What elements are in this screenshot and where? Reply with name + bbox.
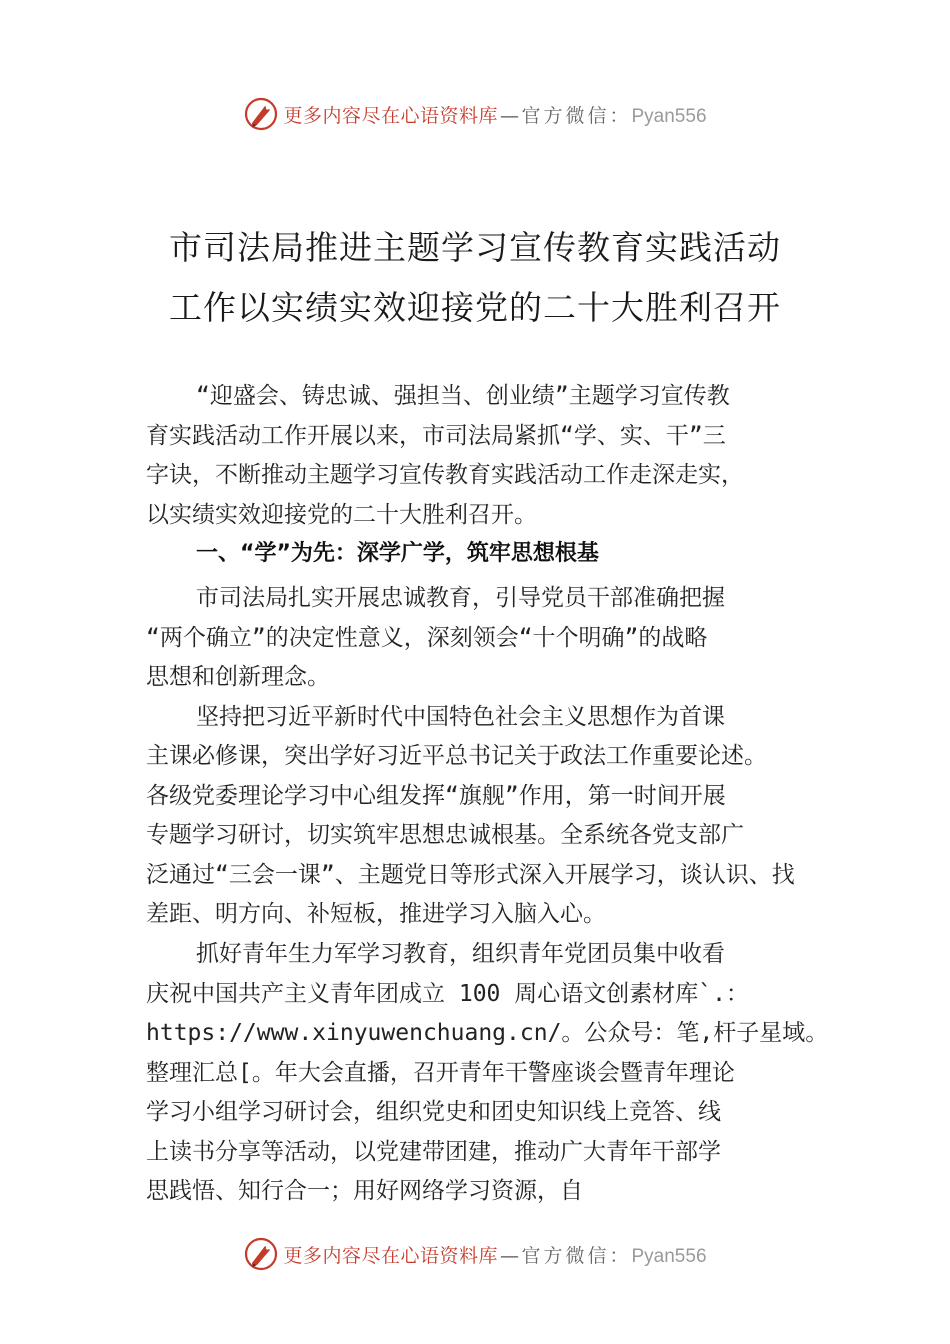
paragraph-line: 专题学习研讨，切实筑牢思想忠诚根基。全系统各党支部广: [146, 822, 744, 848]
paragraph-line: 思想和创新理念。: [146, 664, 330, 690]
banner-brand: 更多内容尽在心语资料库: [283, 104, 498, 127]
paragraph-line: 抓好青年生力军学习教育，组织青年党团员集中收看: [196, 941, 725, 967]
pen-nib-logo-icon: [243, 96, 279, 132]
paragraph-line: “两个确立”的决定性意义，深刻领会“十个明确”的战略: [146, 625, 708, 651]
paragraph-line: 整理汇总[。年大会直播，召开青年干警座谈会暨青年理论: [146, 1060, 735, 1086]
watermark-banner-bottom: [0, 1234, 950, 1274]
paragraph-line: 学习小组学习研讨会，组织党史和团史知识线上竞答、线: [146, 1099, 721, 1125]
paragraph-line: 差距、明方向、补短板，推进学习入脑入心。: [146, 901, 606, 927]
paragraph-line: 主课必修课，突出学好习近平总书记关于政法工作重要论述。: [146, 743, 767, 769]
document-title-line-1: 市司法局推进主题学习宣传教育实践活动: [169, 228, 781, 267]
paragraph-line: https://www.xinyuwenchuang.cn/。公众号：笔,杆子星域。: [146, 1020, 829, 1046]
paragraph-line: 庆祝中国共产主义青年团成立 100 周心语文创素材库`.：: [146, 981, 749, 1007]
banner-separator: —: [499, 104, 520, 127]
paragraph-line: 思践悟、知行合一；用好网络学习资源，自: [146, 1178, 583, 1204]
banner-wechat-label: 官方微信：: [521, 104, 632, 127]
banner-separator: —: [499, 1244, 520, 1267]
section-heading-1: 一、“学”为先：深学广学，筑牢思想根基: [196, 541, 599, 566]
document-title-line-2: 工作以实绩实效迎接党的二十大胜利召开: [169, 288, 781, 327]
watermark-banner-top: [0, 94, 950, 134]
banner-wechat-id: Pyan556: [631, 1245, 707, 1267]
paragraph-line: 市司法局扎实开展忠诚教育，引导党员干部准确把握: [196, 585, 725, 611]
pen-nib-logo-icon: [243, 1236, 279, 1272]
paragraph-line: 泛通过“三会一课”、主题党日等形式深入开展学习，谈认识、找: [146, 862, 795, 888]
paragraph-line: 上读书分享等活动，以党建带团建，推动广大青年干部学: [146, 1139, 721, 1165]
intro-line: 育实践活动工作开展以来，市司法局紧抓“学、实、干”三: [146, 423, 726, 449]
banner-wechat-id: Pyan556: [631, 105, 707, 127]
intro-line: 字诀，不断推动主题学习宣传教育实践活动工作走深走实，: [146, 462, 744, 488]
intro-line: 以实绩实效迎接党的二十大胜利召开。: [146, 502, 537, 528]
paragraph-line: 坚持把习近平新时代中国特色社会主义思想作为首课: [196, 704, 725, 730]
banner-wechat-label: 官方微信：: [521, 1244, 632, 1267]
paragraph-line: 各级党委理论学习中心组发挥“旗舰”作用，第一时间开展: [146, 783, 726, 809]
intro-line: “迎盛会、铸忠诚、强担当、创业绩”主题学习宣传教: [196, 383, 730, 409]
banner-brand: 更多内容尽在心语资料库: [283, 1244, 498, 1267]
